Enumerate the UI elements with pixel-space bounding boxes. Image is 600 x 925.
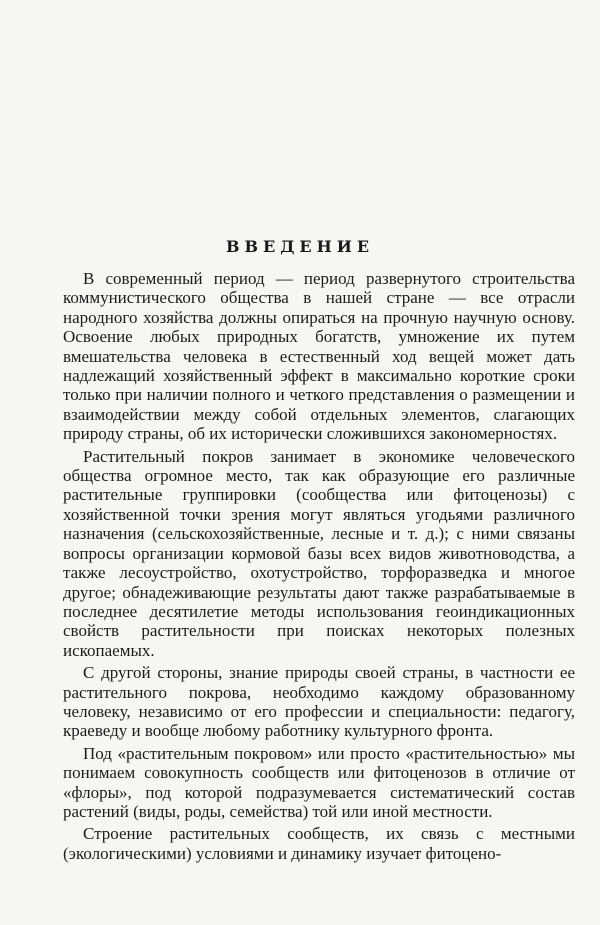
paragraph: В современный период — период развернутого строительства коммунистического общества в нашей стране — все отрасли народного хозяйства должны опираться на прочную научную основу. Освоение любых природных богатств, умножение их путем вмешательства человека в естественный ход вещей может дать надлежащий хозяйственный эффект в максимально короткие сроки только при наличии полного и четкого представления о размещении и взаимодействии между собой отдельных элементов, слагающих природу страны, об их исторически сложившихся закономерностях. xyxy=(63,269,575,444)
paragraph: Растительный покров занимает в экономике человеческого общества огромное место, так как образующие его различные растительные группировки (сообщества или фитоценозы) с хозяйственной точки зрения могут являться угодьями различного назначения (сельскохозяйственные, лесные и т. д.); с ними связаны вопросы организации кормовой базы всех видов животноводства, а также лесоустройство, охотустройство, торфоразведка и многое другое; обнадеживающие результаты дают также разрабатываемые в последнее десятилетие методы использования геоиндикационных свойств растительности при поисках некоторых полезных ископаемых. xyxy=(63,446,575,660)
paragraph: Под «растительным покровом» или просто «растительностью» мы понимаем совокупность сообществ или фитоценозов в отличие от «флоры», под которой подразумевается систематический состав растений (виды, роды, семейства) той или иной местности. xyxy=(63,743,575,821)
paragraph: Строение растительных сообществ, их связь с местными (экологическими) условиями и динамику изучает фитоцено- xyxy=(63,824,575,863)
page-title: ВВЕДЕНИЕ xyxy=(225,237,375,256)
body-text xyxy=(63,269,575,863)
paragraph: С другой стороны, знание природы своей страны, в частности ее растительного покрова, необходимо каждому образованному человеку, независимо от его профессии и специальности: педагогу, краеведу и вообще любому работнику культурного фронта. xyxy=(63,663,575,741)
